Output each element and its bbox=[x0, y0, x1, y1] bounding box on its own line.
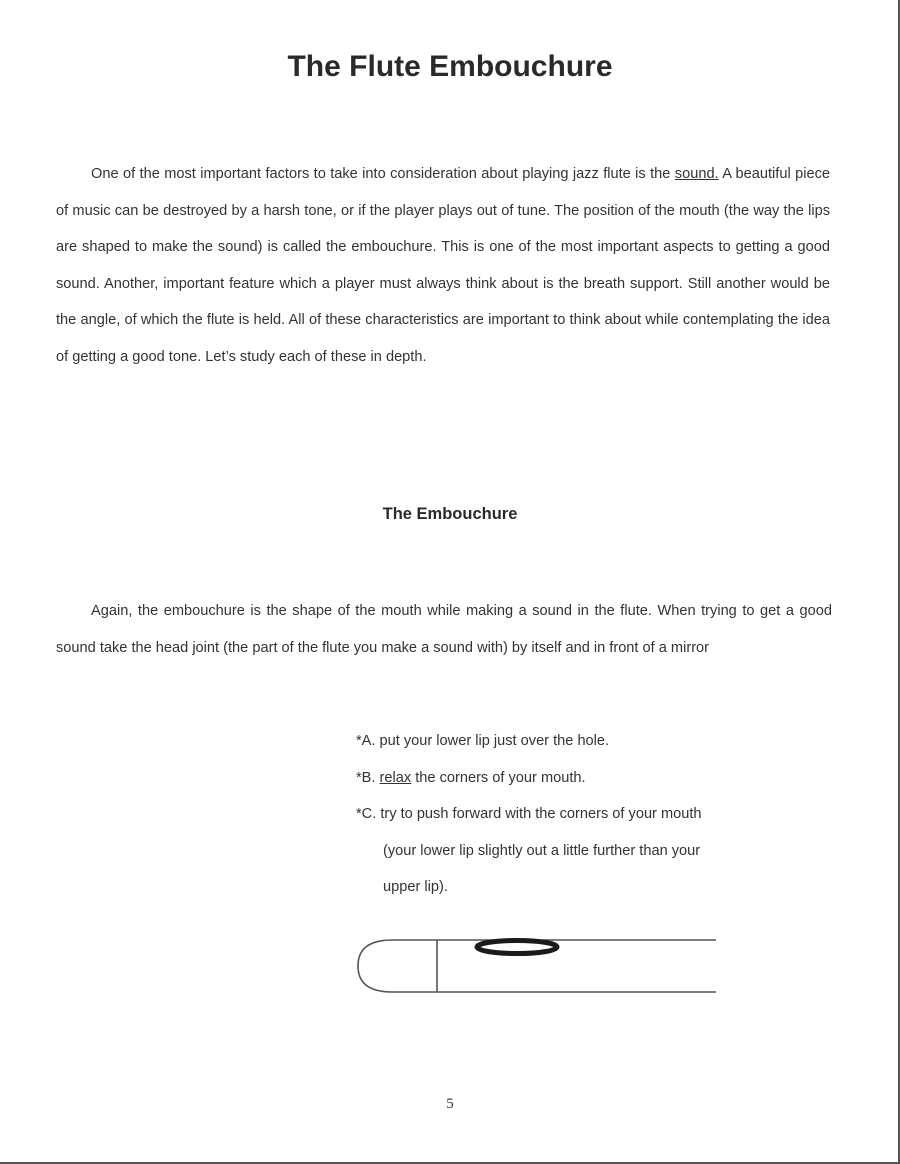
step-c-line2: (your lower lip slightly out a little further than your bbox=[383, 842, 701, 859]
embouchure-paragraph bbox=[56, 593, 832, 666]
intro-underlined-word: sound. bbox=[674, 166, 719, 182]
page-number: 5 bbox=[446, 1096, 454, 1112]
step-b-prefix: *B. bbox=[356, 769, 380, 786]
step-b-suffix: the corners of your mouth. bbox=[411, 769, 586, 786]
step-b-underlined: relax bbox=[379, 769, 412, 786]
embouchure-hole bbox=[477, 941, 557, 954]
step-a bbox=[356, 723, 776, 760]
intro-text-start: One of the most important factors to take into consideration about playing jazz flute is the bbox=[91, 166, 675, 182]
step-a-text: *A. put your lower lip just over the hole. bbox=[356, 733, 610, 749]
intro-paragraph bbox=[56, 156, 830, 375]
intro-text-rest: A beautiful piece of music can be destroyed by a harsh tone, or if the player plays out of tune. The position of the mouth (the way the lips are shaped to make the sound) is called the embouchure. This is one of the most important aspects to getting a good sound. Another, important feature which a player must always think about is the breath support. Still another would be the angle, of which the flute is held. All of these characteristics are important to think about while contemplating the idea of getting a good tone. Let’s study each of these in depth. bbox=[56, 166, 830, 365]
flute-head-joint-icon bbox=[350, 930, 722, 1002]
step-b bbox=[356, 760, 776, 797]
step-c-line3: upper lip). bbox=[383, 879, 448, 895]
embouchure-text: Again, the embouchure is the shape of the mouth while making a sound in the flute. When trying to get a good sound take the head joint (the part of the flute you make a sound with) by itself and in front of a mirror bbox=[56, 603, 832, 656]
page-title: The Flute Embouchure bbox=[287, 50, 613, 83]
section-heading: The Embouchure bbox=[382, 505, 518, 523]
step-list bbox=[356, 723, 776, 906]
step-c-line1: *C. try to push forward with the corners of your mouth bbox=[356, 806, 702, 822]
step-c bbox=[356, 796, 776, 906]
head-joint-outline bbox=[358, 940, 716, 992]
